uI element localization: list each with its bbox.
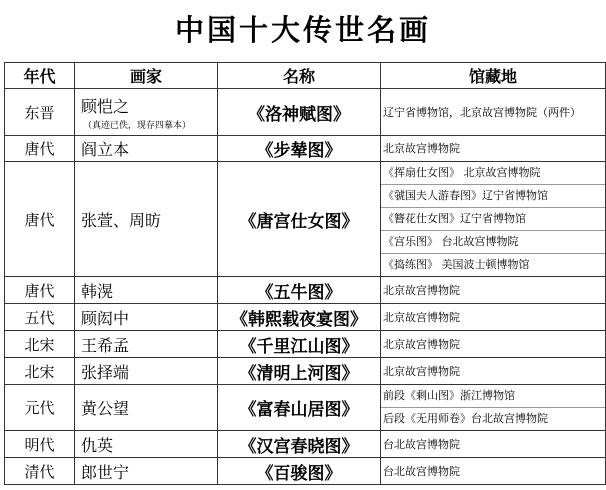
- work-cell: 《千里江山图》: [218, 331, 381, 358]
- header-work: 名称: [218, 63, 381, 89]
- era-cell: 元代: [5, 385, 75, 431]
- era-cell: 唐代: [5, 277, 75, 304]
- location-line: 前段《剩山图》浙江博物馆: [381, 385, 605, 408]
- paintings-table: [4, 62, 606, 485]
- era-cell: 明代: [5, 431, 75, 458]
- table-row: [5, 277, 606, 304]
- era-cell: 北宋: [5, 331, 75, 358]
- location-cell: 台北故宫博物院: [381, 431, 606, 458]
- painter-cell: 顾闳中: [75, 304, 218, 331]
- location-cell: 北京故宫博物院: [381, 277, 606, 304]
- page-title: 中国十大传世名画: [174, 13, 431, 47]
- location-cell: 北京故宫博物院: [381, 304, 606, 331]
- table-row: [5, 331, 606, 358]
- location-cell: 辽宁省博物馆，北京故宫博物院（两件）: [381, 89, 606, 136]
- location-line: 《簪花仕女图》辽宁省博物馆: [381, 208, 605, 231]
- work-cell: 《清明上河图》: [218, 358, 381, 385]
- table-row: [5, 162, 606, 277]
- table-row: [5, 458, 606, 485]
- location-cell: 北京故宫博物院: [381, 331, 606, 358]
- era-cell: 唐代: [5, 162, 75, 277]
- table-row: [5, 385, 606, 431]
- location-line: 《捣练图》 美国波士顿博物馆: [383, 258, 530, 271]
- table-row: [5, 358, 606, 385]
- header-row: [5, 63, 606, 89]
- work-cell: 《韩熙载夜宴图》: [218, 304, 381, 331]
- painter-cell: 张择端: [75, 358, 218, 385]
- header-painter: 画家: [75, 63, 218, 89]
- work-cell: 《唐宫仕女图》: [218, 162, 381, 277]
- painter-cell: 张萱、周昉: [75, 162, 218, 277]
- table-row: [5, 304, 606, 331]
- painter-cell: 王希孟: [75, 331, 218, 358]
- painter-cell: 仇英: [75, 431, 218, 458]
- header-era: 年代: [5, 63, 75, 89]
- painter-name: 顾恺之: [81, 96, 130, 116]
- painter-cell: [75, 89, 218, 136]
- era-cell: 唐代: [5, 136, 75, 162]
- painter-cell: 阎立本: [75, 136, 218, 162]
- work-cell: 《洛神赋图》: [218, 89, 381, 136]
- location-cell: [381, 162, 606, 277]
- era-cell: 东晋: [5, 89, 75, 136]
- table-row: [5, 136, 606, 162]
- work-cell: 《汉宫春晓图》: [218, 431, 381, 458]
- location-line: 《宫乐图》 台北故宫博物院: [381, 231, 605, 254]
- location-line: 《虢国夫人游春图》辽宁省博物馆: [381, 185, 605, 208]
- work-cell: 《富春山居图》: [218, 385, 381, 431]
- location-line: 《挥扇仕女图》 北京故宫博物院: [381, 162, 605, 185]
- table-row: [5, 89, 606, 136]
- painter-cell: 黄公望: [75, 385, 218, 431]
- era-cell: 清代: [5, 458, 75, 485]
- era-cell: 五代: [5, 304, 75, 331]
- era-cell: 北宋: [5, 358, 75, 385]
- location-cell: 台北故宫博物院: [381, 458, 606, 485]
- work-cell: 《步辇图》: [218, 136, 381, 162]
- painter-cell: 韩滉: [75, 277, 218, 304]
- location-cell: 北京故宫博物院: [381, 358, 606, 385]
- painter-cell: 郎世宁: [75, 458, 218, 485]
- location-cell: 北京故宫博物院: [381, 136, 606, 162]
- work-cell: 《百骏图》: [218, 458, 381, 485]
- header-location: 馆藏地: [381, 63, 606, 89]
- location-cell: [381, 385, 606, 431]
- location-line: 后段《无用师卷》台北故宫博物院: [383, 412, 548, 425]
- table-row: [5, 431, 606, 458]
- work-cell: 《五牛图》: [218, 277, 381, 304]
- painter-note: （真迹已佚，现存四摹本）: [83, 120, 192, 131]
